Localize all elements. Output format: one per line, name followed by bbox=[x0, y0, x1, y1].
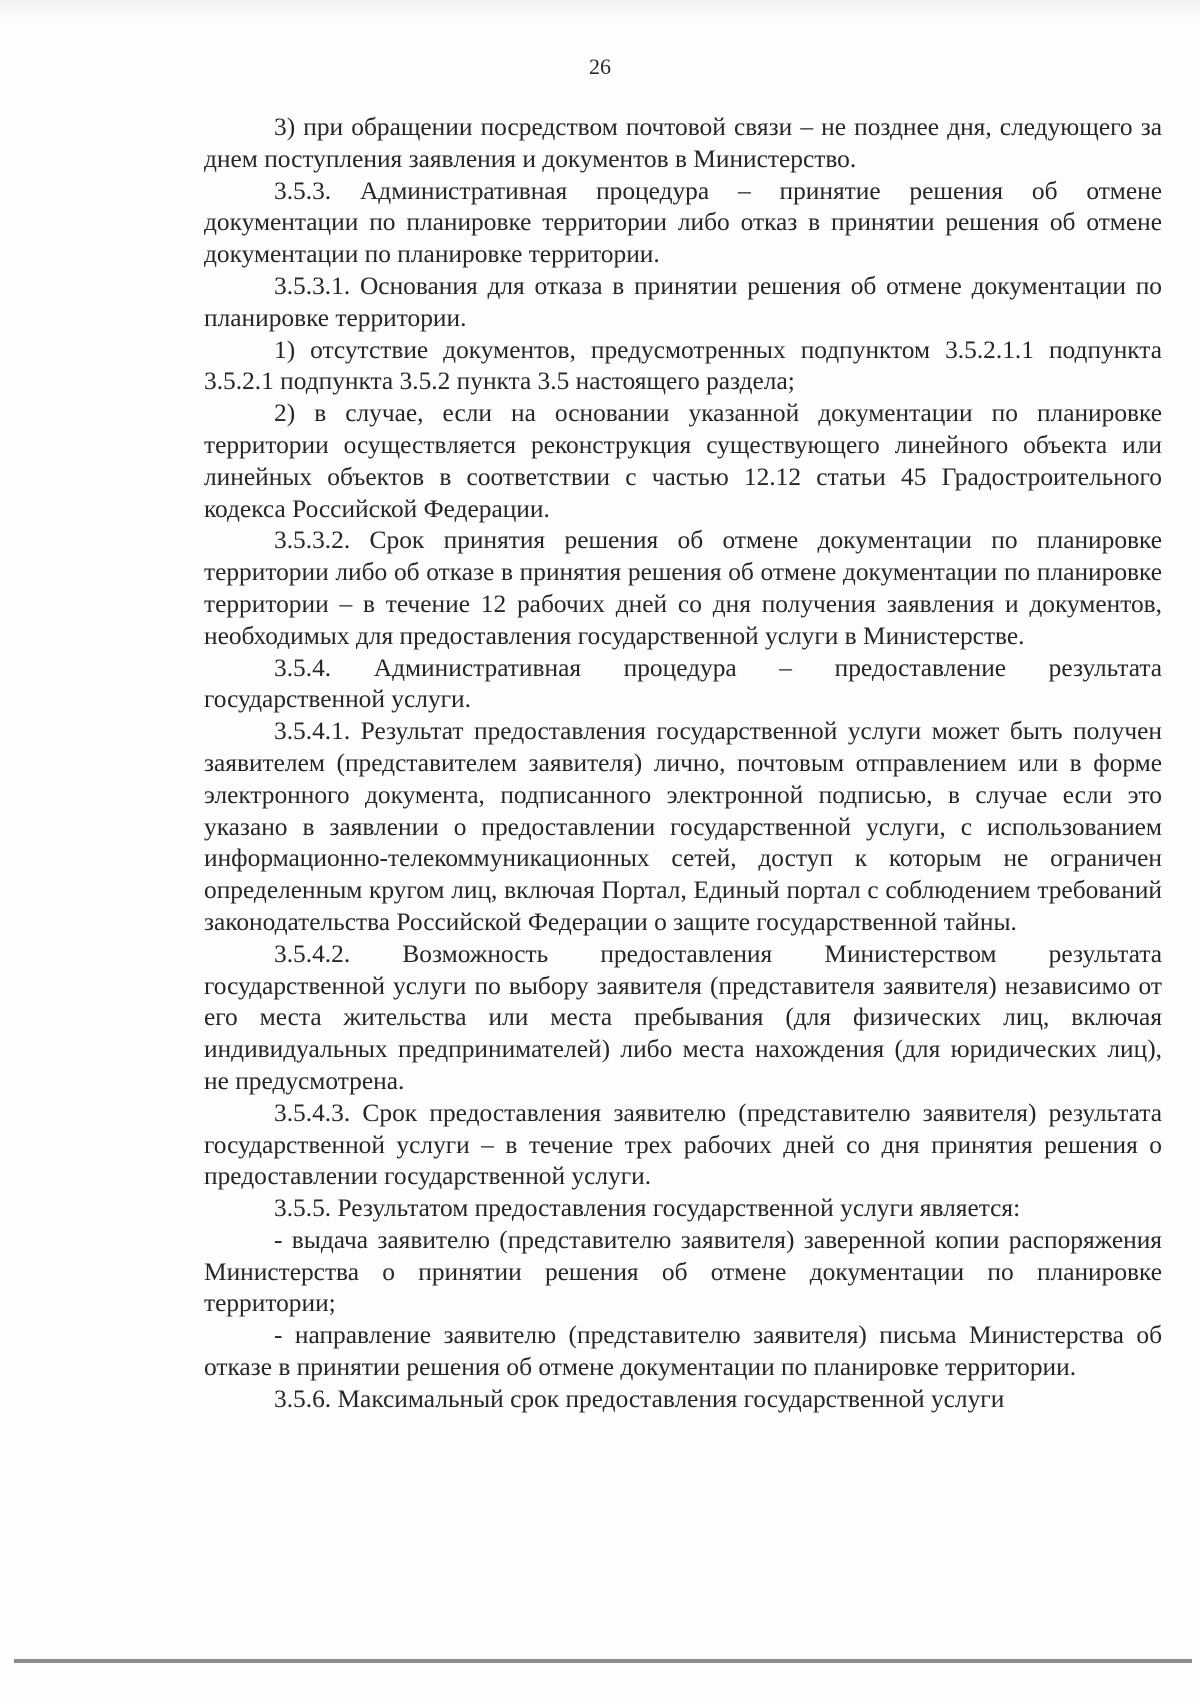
paragraph-3-5-3-2: 3.5.3.2. Срок принятия решения об отмене документации по планировке территории либо об отказе в принятия решения об отмене документации по планировке территории – в течение 12 рабочих дней со дня получения заявления и документов, необходимых для предоставления государственной услуги в Министерстве. bbox=[204, 526, 1162, 650]
paragraph-result-refusal-letter: - направление заявителю (представителю заявителя) письма Министерства об отказе в принятии решения об отмене документации по планировке территории. bbox=[204, 1321, 1162, 1382]
paragraph-3-5-4-2: 3.5.4.2. Возможность предоставления Министерством результата государственной услуги по выбору заявителя (представителя заявителя) независимо от его места жительства или места пребывания (для физических лиц, включая индивидуальных предпринимателей) либо места нахождения (для юридических лиц), не предусмотрена. bbox=[204, 939, 1162, 1095]
paragraph-refusal-reason-2: 2) в случае, если на основании указанной документации по планировке территории осуществляется реконструкция существующего линейного объекта или линейных объектов в соответствии с частью 12.12 статьи 45 Градостроительного кодекса Российской Федерации. bbox=[204, 399, 1162, 523]
paragraph-result-issue-copy: - выдача заявителю (представителю заявителя) заверенной копии распоряжения Министерства о принятии решения об отмене документации по планировке территории; bbox=[204, 1225, 1162, 1318]
scan-edge bbox=[0, 0, 1200, 22]
paragraph-3-5-6: 3.5.6. Максимальный срок предоставления государственной услуги bbox=[274, 1384, 1005, 1413]
paragraph-postal-deadline: 3) при обращении посредством почтовой связи – не позднее дня, следующего за днем поступления заявления и документов в Министерство. bbox=[204, 113, 1162, 173]
document-body bbox=[204, 112, 1162, 1416]
paragraph-3-5-4-1: 3.5.4.1. Результат предоставления государственной услуги может быть получен заявителем (представителем заявителя) лично, почтовым отправлением или в форме электронного документа, подписанного электронной подписью, в случае если это указано в заявлении о предоставлении государственной услуги, с использованием информационно-телекоммуникационных сетей, доступ к которым не ограничен определенным кругом лиц, включая Портал, Единый портал с соблюдением требований законодательства Российской Федерации о защите государственной тайны. bbox=[204, 717, 1162, 936]
paragraph-3-5-4-3: 3.5.4.3. Срок предоставления заявителю (представителю заявителя) результата государственной услуги – в течение трех рабочих дней со дня принятия решения о предоставлении государственной услуги. bbox=[204, 1098, 1162, 1191]
paragraph-3-5-3-1: 3.5.3.1. Основания для отказа в принятии решения об отмене документации по планировке территории. bbox=[204, 271, 1162, 332]
paragraph-refusal-reason-1: 1) отсутствие документов, предусмотренных подпунктом 3.5.2.1.1 подпункта 3.5.2.1 подпункта 3.5.2 пункта 3.5 настоящего раздела; bbox=[204, 335, 1162, 396]
paragraph-3-5-3: 3.5.3. Административная процедура – принятие решения об отмене документации по планировке территории либо отказ в принятии решения об отмене документации по планировке территории. bbox=[204, 176, 1162, 269]
page-number: 26 bbox=[589, 54, 611, 79]
paragraph-3-5-5: 3.5.5. Результатом предоставления государственной услуги является: bbox=[274, 1194, 1021, 1223]
bottom-rule bbox=[14, 1659, 1192, 1663]
paragraph-3-5-4: 3.5.4. Административная процедура – предоставление результата государственной услуги. bbox=[204, 653, 1162, 714]
